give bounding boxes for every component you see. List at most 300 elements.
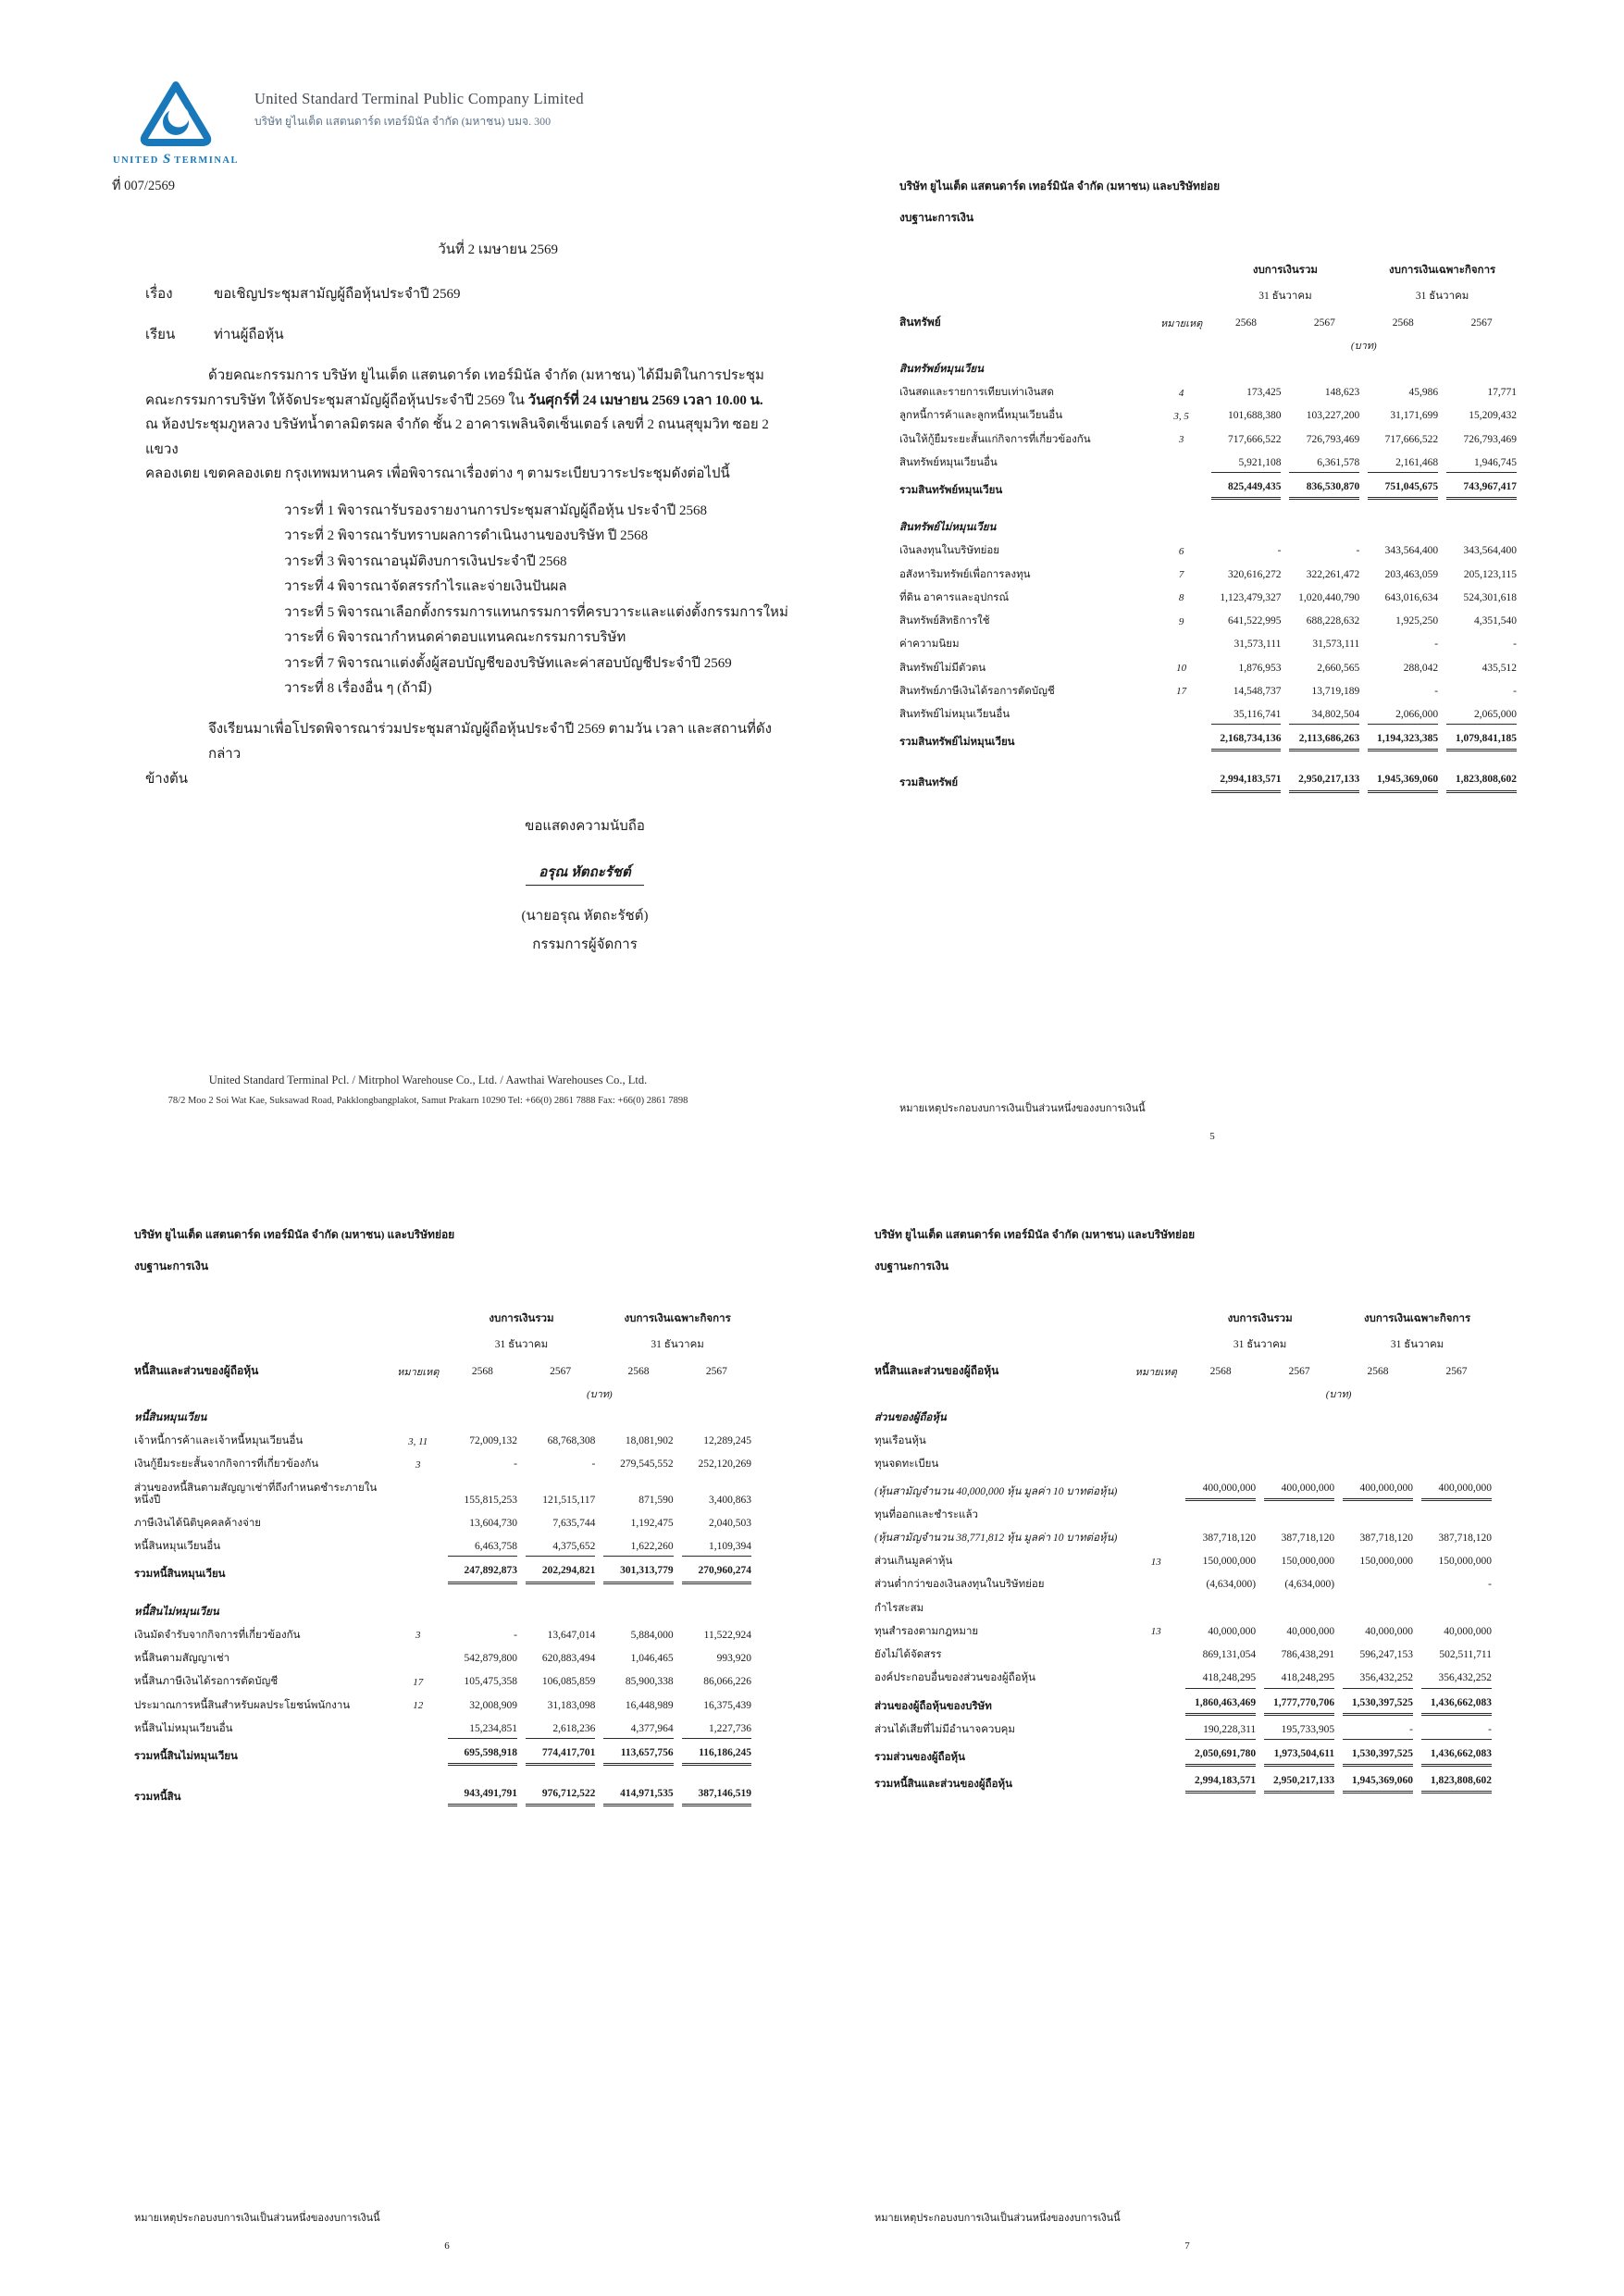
statement-company: บริษัท ยูไนเต็ด แสตนดาร์ด เทอร์มินัล จำกัด (มหาชน) และบริษัทย่อย	[874, 1228, 1196, 1241]
table-row	[874, 1716, 1492, 1739]
row-value: 45,986	[1408, 387, 1439, 399]
row-value: 252,120,269	[698, 1458, 751, 1471]
row-value: 356,432,252	[1438, 1672, 1492, 1684]
section-heading: สินทรัพย์หมุนเวียน	[899, 363, 984, 375]
row-note	[1134, 1524, 1177, 1547]
row-value: 150,000,000	[1359, 1556, 1414, 1568]
row-label: รวมหนี้สินและส่วนของผู้ถือหุ้น	[874, 1779, 1012, 1791]
row-label: ทุนที่ออกและชำระแล้ว	[874, 1508, 978, 1520]
row-value: 400,000,000	[1264, 1474, 1334, 1501]
row-note	[1160, 765, 1203, 792]
row-note	[397, 1644, 440, 1668]
row-value: 320,616,272	[1227, 568, 1282, 580]
table-row	[134, 1715, 751, 1738]
table-row	[899, 584, 1517, 607]
table-row	[134, 1450, 751, 1473]
closing-paragraph	[88, 717, 800, 792]
row-value: -	[1277, 545, 1282, 557]
row-value: -	[514, 1629, 517, 1641]
row-note	[1134, 1688, 1177, 1716]
table-row	[134, 1427, 751, 1450]
row-value: 5,884,000	[630, 1629, 674, 1641]
row-note	[1160, 630, 1203, 653]
row-value: 688,228,632	[1306, 615, 1360, 627]
table-unit-row	[134, 1381, 751, 1404]
row-value: 726,793,469	[1463, 433, 1517, 445]
row-label: ส่วนได้เสียที่ไม่มีอำนาจควบคุม	[874, 1723, 1015, 1735]
row-label: รวมสินทรัพย์	[899, 777, 959, 789]
row-value	[1343, 1570, 1413, 1594]
year-header: 2568	[1367, 1366, 1389, 1378]
row-label: ทุนจดทะเบียน	[874, 1458, 939, 1471]
row-note	[1134, 1641, 1177, 1664]
row-value: 620,883,494	[541, 1653, 596, 1665]
row-value: 2,040,503	[709, 1517, 751, 1529]
row-label: ทุนเรือนหุ้น	[874, 1435, 926, 1447]
row-label: รวมหนี้สิน	[134, 1792, 181, 1804]
row-value: 836,530,870	[1289, 472, 1359, 500]
table-row	[874, 1664, 1492, 1687]
row-value: 15,234,851	[469, 1722, 517, 1734]
row-label: หนี้สินตามสัญญาเช่า	[134, 1653, 230, 1665]
spacer-row	[899, 500, 1517, 514]
note-label: หมายเหตุ	[1134, 1366, 1177, 1378]
row-value: 85,900,338	[625, 1676, 674, 1688]
row-note	[1134, 1739, 1177, 1767]
table-row	[899, 677, 1517, 701]
row-note	[1134, 1716, 1177, 1739]
table-row	[874, 1547, 1492, 1570]
row-value: -	[1434, 685, 1439, 697]
row-value: 387,146,519	[682, 1780, 751, 1806]
table-group-header-row	[134, 1305, 751, 1331]
statement-table	[126, 1305, 760, 1806]
row-value: 871,590	[638, 1494, 674, 1506]
row-value: 1,109,394	[709, 1541, 751, 1553]
row-value: 869,131,054	[1202, 1649, 1257, 1661]
row-value: 247,892,873	[448, 1556, 517, 1583]
statement-title: งบฐานะการเงิน	[899, 211, 974, 224]
row-label: ส่วนของผู้ถือหุ้นของบริษัท	[874, 1700, 992, 1712]
statement-title: งบฐานะการเงิน	[134, 1260, 209, 1272]
row-value: 743,967,417	[1446, 472, 1517, 500]
letter-body-segment: คลองเตย เขตคลองเตย กรุงเทพมหานคร เพื่อพิจารณาเรื่องต่าง ๆ ตามระเบียบวาระประชุมดังต่อไปนี้	[145, 466, 730, 481]
row-value: -	[1513, 685, 1517, 697]
row-value: (4,634,000)	[1284, 1579, 1335, 1591]
row-value: 40,000,000	[1286, 1625, 1335, 1637]
row-value: 14,548,737	[1233, 685, 1282, 697]
row-value: 31,183,098	[547, 1699, 596, 1711]
row-value: 31,573,111	[1233, 639, 1282, 651]
row-value: 524,301,618	[1463, 591, 1517, 603]
row-value: 301,313,779	[603, 1556, 673, 1583]
statement-footnote: หมายเหตุประกอบงบการเงินเป็นส่วนหนึ่งของงบการเงินนี้	[134, 2213, 380, 2224]
row-value: 6,463,758	[475, 1541, 517, 1553]
table-row	[899, 607, 1517, 630]
table-row	[899, 561, 1517, 584]
row-value: -	[1488, 1723, 1492, 1735]
row-value: 4,351,540	[1474, 615, 1517, 627]
agenda-item: วาระที่ 3 พิจารณาอนุมัติงบการเงินประจำปี 2568	[284, 553, 567, 569]
letterhead-footer	[56, 1074, 800, 1106]
letterhead-title-block	[254, 90, 584, 130]
row-value: 13,604,730	[469, 1517, 517, 1529]
table-row	[899, 765, 1517, 792]
row-value: 751,045,675	[1368, 472, 1438, 500]
row-value: 190,228,311	[1203, 1723, 1257, 1735]
table-row	[874, 1450, 1492, 1473]
row-label: ประมาณการหนี้สินสำหรับผลประโยชน์พนักงาน	[134, 1699, 351, 1711]
row-value: 641,522,995	[1227, 615, 1282, 627]
letter-body-line	[88, 462, 800, 487]
row-value: 16,448,989	[625, 1699, 674, 1711]
row-value: 976,712,522	[526, 1780, 595, 1806]
year-header: 2567	[705, 1366, 727, 1378]
table-unit-row	[874, 1381, 1492, 1404]
brand-s-glyph: S	[162, 152, 171, 167]
row-note: 8	[1178, 592, 1184, 604]
subject-text: ขอเชิญประชุมสามัญผู้ถือหุ้นประจำปี 2569	[214, 287, 461, 302]
table-row	[874, 1739, 1492, 1767]
unit-label: (บาท)	[1350, 341, 1377, 353]
year-header: 2567	[1470, 317, 1493, 329]
row-value: 40,000,000	[1444, 1625, 1492, 1637]
row-value: -	[1356, 545, 1360, 557]
statement-footnote: หมายเหตุประกอบงบการเงินเป็นส่วนหนึ่งของงบการเงินนี้	[899, 1103, 1146, 1114]
row-label: หนี้สินไม่หมุนเวียนอื่น	[134, 1722, 233, 1734]
row-value: 101,688,380	[1227, 410, 1282, 422]
recipient-line	[88, 323, 800, 345]
row-label: ทุนสำรองตามกฎหมาย	[874, 1625, 979, 1637]
agenda-item: วาระที่ 6 พิจารณากำหนดค่าตอบแทนคณะกรรมการบริษัท	[284, 630, 626, 645]
row-label: ส่วนเกินมูลค่าหุ้น	[874, 1556, 953, 1568]
date-label: 31 ธันวาคม	[1258, 291, 1312, 303]
row-value: 2,168,734,136	[1211, 724, 1282, 751]
row-note: 3	[415, 1630, 421, 1642]
row-note	[1134, 1664, 1177, 1687]
agenda-item: วาระที่ 8 เรื่องอื่น ๆ (ถ้ามี)	[284, 681, 432, 696]
section-left-header: หนี้สินและส่วนของผู้ถือหุ้น	[874, 1364, 999, 1378]
row-label: ที่ดิน อาคารและอุปกรณ์	[899, 591, 1010, 603]
row-value: 13,647,014	[547, 1629, 596, 1641]
regards-line: ขอแสดงความนับถือ	[525, 819, 645, 834]
row-value: 387,718,120	[1281, 1532, 1335, 1544]
table-row	[134, 1474, 751, 1509]
table-row	[134, 1509, 751, 1533]
agenda-item: วาระที่ 7 พิจารณาแต่งตั้งผู้สอบบัญชีของบริษัทและค่าสอบบัญชีประจำปี 2569	[284, 655, 732, 671]
company-name-th: บริษัท ยูไนเต็ด แสตนดาร์ด เทอร์มินัล จำกัด (มหาชน) บมจ. 300	[254, 115, 552, 128]
table-row	[899, 724, 1517, 751]
letter-ref-number: ที่ 007/2569	[112, 179, 175, 193]
footer-companies: United Standard Terminal Pcl. / Mitrphol Warehouse Co., Ltd. / Aawthai Warehouses Co., Ltd.	[208, 1074, 648, 1086]
row-note: 10	[1176, 663, 1187, 675]
row-note	[1160, 449, 1203, 472]
row-value: 943,491,791	[448, 1780, 517, 1806]
table-year-row	[134, 1357, 751, 1381]
row-value: 1,123,479,327	[1220, 591, 1282, 603]
balance-sheet-equity-page	[874, 1226, 1500, 2252]
row-value: 195,733,905	[1281, 1723, 1335, 1735]
table-row	[134, 1621, 751, 1644]
row-label: รวมสินทรัพย์ไม่หมุนเวียน	[899, 737, 1015, 749]
row-value: 1,946,745	[1474, 456, 1517, 468]
section-heading: สินทรัพย์ไม่หมุนเวียน	[899, 522, 997, 534]
row-note	[1134, 1474, 1177, 1501]
table-row	[899, 355, 1517, 379]
row-label: รวมหนี้สินหมุนเวียน	[134, 1569, 226, 1581]
table-row	[899, 379, 1517, 402]
row-value: 2,950,217,133	[1264, 1767, 1334, 1793]
closing-line: ข้างต้น	[145, 771, 188, 787]
unit-label: (บาท)	[1325, 1389, 1352, 1401]
row-value: 825,449,435	[1211, 472, 1282, 500]
row-note: 6	[1178, 545, 1184, 557]
row-label: ส่วนต่ำกว่าของเงินลงทุนในบริษัทย่อย	[874, 1579, 1045, 1591]
row-value: 116,186,245	[682, 1738, 751, 1766]
signer-title: กรรมการผู้จัดการ	[532, 937, 638, 952]
row-value: 435,512	[1481, 662, 1517, 674]
row-label: เงินกู้ยืมระยะสั้นจากกิจการที่เกี่ยวข้องกัน	[134, 1458, 319, 1471]
row-value: (4,634,000)	[1206, 1579, 1257, 1591]
row-value: 2,161,468	[1395, 456, 1439, 468]
row-note: 17	[413, 1676, 424, 1688]
row-value: 387,718,120	[1202, 1532, 1257, 1544]
table-row	[899, 630, 1517, 653]
row-note: 3, 5	[1173, 410, 1189, 422]
row-value: 2,050,691,780	[1185, 1739, 1256, 1767]
row-label: ภาษีเงินได้นิติบุคคลค้างจ่าย	[134, 1517, 262, 1529]
letter-page	[88, 79, 800, 1106]
table-row	[134, 1598, 751, 1621]
table-row	[899, 426, 1517, 449]
row-value: 1,973,504,611	[1264, 1739, 1334, 1767]
row-value: 4,377,964	[630, 1722, 674, 1734]
row-value: 150,000,000	[1281, 1556, 1335, 1568]
table-row	[899, 402, 1517, 425]
row-value: 2,618,236	[552, 1722, 596, 1734]
row-value: 1,020,440,790	[1298, 591, 1360, 603]
row-label: เงินมัดจำรับจากกิจการที่เกี่ยวข้องกัน	[134, 1629, 301, 1641]
row-value: 40,000,000	[1208, 1625, 1257, 1637]
letter-body-segment: ณ ห้องประชุมภูหลวง บริษัทน้ำตาลมิตรผล จำกัด ชั้น 2 อาคารเพลินจิตเซ็นเตอร์ เลขที่ 2 ถนนสุขุมวิท ซอย 2 แขวง	[145, 417, 769, 457]
row-note	[397, 1715, 440, 1738]
table-row	[874, 1688, 1492, 1716]
row-label: รวมหนี้สินไม่หมุนเวียน	[134, 1750, 238, 1762]
row-value: 2,113,686,263	[1289, 724, 1359, 751]
section-heading: หนี้สินไม่หมุนเวียน	[134, 1606, 219, 1618]
row-label: องค์ประกอบอื่นของส่วนของผู้ถือหุ้น	[874, 1672, 1035, 1684]
table-date-row	[899, 282, 1517, 308]
row-value: 18,081,902	[625, 1435, 674, 1447]
year-header: 2568	[1209, 1366, 1232, 1378]
statement-table	[891, 256, 1525, 793]
row-value: 12,289,245	[703, 1435, 751, 1447]
row-label: ค่าความนิยม	[899, 639, 960, 651]
row-value: 1,194,323,385	[1368, 724, 1438, 751]
date-label: 31 ธันวาคม	[1415, 291, 1469, 303]
table-row	[874, 1404, 1492, 1427]
group-separate: งบการเงินเฉพาะกิจการ	[624, 1313, 731, 1324]
table-row	[134, 1404, 751, 1427]
row-note: 4	[1178, 387, 1184, 399]
statement-company: บริษัท ยูไนเต็ด แสตนดาร์ด เทอร์มินัล จำกัด (มหาชน) และบริษัทย่อย	[899, 180, 1221, 192]
unit-label: (บาท)	[586, 1389, 613, 1401]
balance-sheet-liabilities-page	[134, 1226, 760, 2252]
row-note: 12	[413, 1700, 424, 1712]
row-value: -	[591, 1458, 596, 1471]
brand-right: TERMINAL	[174, 155, 239, 166]
table-group-header-row	[899, 256, 1517, 282]
row-value: 1,079,841,185	[1446, 724, 1517, 751]
row-value: 68,768,308	[547, 1435, 596, 1447]
row-note	[1160, 724, 1203, 751]
table-date-row	[874, 1331, 1492, 1357]
row-value: 1,860,463,469	[1185, 1688, 1256, 1716]
row-value: 6,361,578	[1317, 456, 1360, 468]
letter-body-segment: ด้วยคณะกรรมการ บริษัท ยูไนเต็ด แสตนดาร์ด เทอร์มินัล จำกัด (มหาชน) ได้มีมติในการประชุม	[208, 368, 764, 383]
row-value: 150,000,000	[1202, 1556, 1257, 1568]
row-value: 34,802,504	[1311, 708, 1360, 720]
row-value: 1,622,260	[630, 1541, 674, 1553]
row-note: 17	[1176, 686, 1187, 698]
table-year-row	[874, 1357, 1492, 1381]
table-row	[874, 1641, 1492, 1664]
table-group-header-row	[874, 1305, 1492, 1331]
year-header: 2568	[471, 1366, 493, 1378]
row-value: 5,921,108	[1238, 456, 1282, 468]
recipient-label: เรียน	[145, 328, 176, 342]
letter-date: วันที่ 2 เมษายน 2569	[438, 242, 558, 257]
group-consolidated: งบการเงินรวม	[1252, 265, 1318, 276]
company-name-en: United Standard Terminal Public Company Limited	[254, 90, 584, 107]
brand-left: UNITED	[112, 155, 159, 166]
row-label: รวมสินทรัพย์หมุนเวียน	[899, 484, 1003, 496]
row-note: 3	[1178, 434, 1184, 446]
year-header: 2568	[627, 1366, 650, 1378]
spacer-row	[134, 1766, 751, 1780]
row-value: 203,463,059	[1384, 568, 1439, 580]
table-row	[134, 1692, 751, 1715]
statement-company: บริษัท ยูไนเต็ด แสตนดาร์ด เทอร์มินัล จำกัด (มหาชน) และบริษัทย่อย	[134, 1228, 455, 1241]
table-row	[134, 1780, 751, 1806]
recipient-text: ท่านผู้ถือหุ้น	[214, 328, 284, 342]
row-value: 31,171,699	[1390, 410, 1439, 422]
row-label: หนี้สินหมุนเวียนอื่น	[134, 1541, 221, 1553]
row-value: 15,209,432	[1469, 410, 1517, 422]
row-value: 270,960,274	[682, 1556, 751, 1583]
row-value: 16,375,439	[703, 1699, 751, 1711]
row-label: ลูกหนี้การค้าและลูกหนี้หมุนเวียนอื่น	[899, 410, 1063, 422]
table-row	[874, 1524, 1492, 1547]
row-value: 4,375,652	[552, 1541, 596, 1553]
row-value: 35,116,741	[1233, 708, 1282, 720]
row-value: 3,400,863	[709, 1494, 751, 1506]
group-separate: งบการเงินเฉพาะกิจการ	[1389, 265, 1496, 276]
row-value: 202,294,821	[526, 1556, 595, 1583]
row-value: 2,950,217,133	[1289, 765, 1359, 792]
row-value: 288,042	[1403, 662, 1439, 674]
row-value: 1,192,475	[630, 1517, 674, 1529]
balance-sheet-assets-page	[899, 178, 1525, 1142]
row-value: 2,065,000	[1474, 708, 1517, 720]
letter-body-line	[88, 413, 800, 462]
row-note	[1134, 1570, 1177, 1594]
row-label: กำไรสะสม	[874, 1602, 924, 1614]
agenda-item: วาระที่ 1 พิจารณารับรองรายงานการประชุมสามัญผู้ถือหุ้น ประจำปี 2568	[284, 503, 707, 518]
handwritten-signature: อรุณ หัตถะรัชต์	[526, 861, 643, 886]
row-value: 400,000,000	[1343, 1474, 1413, 1501]
row-value: 105,475,358	[464, 1676, 517, 1688]
row-label: หนี้สินภาษีเงินได้รอการตัดบัญชี	[134, 1676, 279, 1688]
row-note	[1160, 701, 1203, 724]
row-label: (หุ้นสามัญจำนวน 38,771,812 หุ้น มูลค่า 10 บาทต่อหุ้น)	[874, 1532, 1118, 1544]
row-value: 322,261,472	[1306, 568, 1360, 580]
row-label: สินทรัพย์สิทธิการใช้	[899, 615, 990, 627]
section-left-header: สินทรัพย์	[899, 316, 941, 329]
signer-name: (นายอรุณ หัตถะรัชต์)	[521, 909, 649, 924]
row-value: 150,000,000	[1438, 1556, 1492, 1568]
row-value: 1,876,953	[1238, 662, 1282, 674]
date-label: 31 ธันวาคม	[1390, 1339, 1444, 1351]
row-note: 13	[1150, 1556, 1161, 1568]
row-value: 13,719,189	[1311, 685, 1360, 697]
row-note	[1160, 472, 1203, 500]
table-row	[134, 1668, 751, 1691]
triangle-crescent-logo-icon	[136, 79, 216, 149]
row-value: 7,635,744	[552, 1517, 596, 1529]
row-value: 400,000,000	[1185, 1474, 1256, 1501]
row-value: 1,436,662,083	[1421, 1739, 1492, 1767]
row-value: 1,227,736	[709, 1722, 751, 1734]
table-row	[134, 1644, 751, 1668]
date-label: 31 ธันวาคม	[651, 1339, 704, 1351]
section-heading: หนี้สินหมุนเวียน	[134, 1411, 207, 1423]
row-value: 86,066,226	[703, 1676, 751, 1688]
row-note	[397, 1509, 440, 1533]
page-number: 6	[444, 2240, 450, 2252]
row-label: เจ้าหนี้การค้าและเจ้าหนี้หมุนเวียนอื่น	[134, 1435, 304, 1447]
row-note: 9	[1178, 615, 1184, 627]
row-label: เงินให้กู้ยืมระยะสั้นแก่กิจการที่เกี่ยวข้องกัน	[899, 433, 1091, 445]
row-value: 1,823,808,602	[1446, 765, 1517, 792]
row-value: 1,530,397,525	[1343, 1688, 1413, 1716]
row-value: 11,522,924	[703, 1629, 751, 1641]
subject-line	[88, 282, 800, 304]
letter-body-line	[88, 389, 800, 414]
row-note	[397, 1780, 440, 1806]
agenda-list	[88, 499, 800, 702]
row-value: 1,436,662,083	[1421, 1688, 1492, 1716]
row-value: -	[1488, 1579, 1492, 1591]
table-row	[899, 654, 1517, 677]
row-value: 400,000,000	[1421, 1474, 1492, 1501]
agenda-item: วาระที่ 5 พิจารณาเลือกตั้งกรรมการแทนกรรมการที่ครบวาระและแต่งตั้งกรรมการใหม่	[284, 604, 788, 620]
statement-footnote: หมายเหตุประกอบงบการเงินเป็นส่วนหนึ่งของงบการเงินนี้	[874, 2213, 1121, 2224]
row-note	[397, 1474, 440, 1509]
row-value: 387,718,120	[1438, 1532, 1492, 1544]
footer-address: 78/2 Moo 2 Soi Wat Kae, Suksawad Road, Pakklongbangplakot, Samut Prakarn 10290 Tel: +66(0) 2861 7888 Fax: +66(0) 2861 7898	[167, 1096, 688, 1106]
spacer-row	[899, 751, 1517, 765]
row-value: 205,123,115	[1463, 568, 1517, 580]
row-value: 717,666,522	[1227, 433, 1282, 445]
row-value: 1,945,369,060	[1343, 1767, 1413, 1793]
row-label: สินทรัพย์หมุนเวียนอื่น	[899, 456, 998, 468]
row-note: 3, 11	[408, 1435, 428, 1447]
year-header: 2568	[1392, 317, 1414, 329]
table-date-row	[134, 1331, 751, 1357]
row-label: ส่วนของหนี้สินตามสัญญาเช่าที่ถึงกำหนดชำระภายในหนึ่งปี	[134, 1482, 378, 1506]
table-row	[899, 701, 1517, 724]
